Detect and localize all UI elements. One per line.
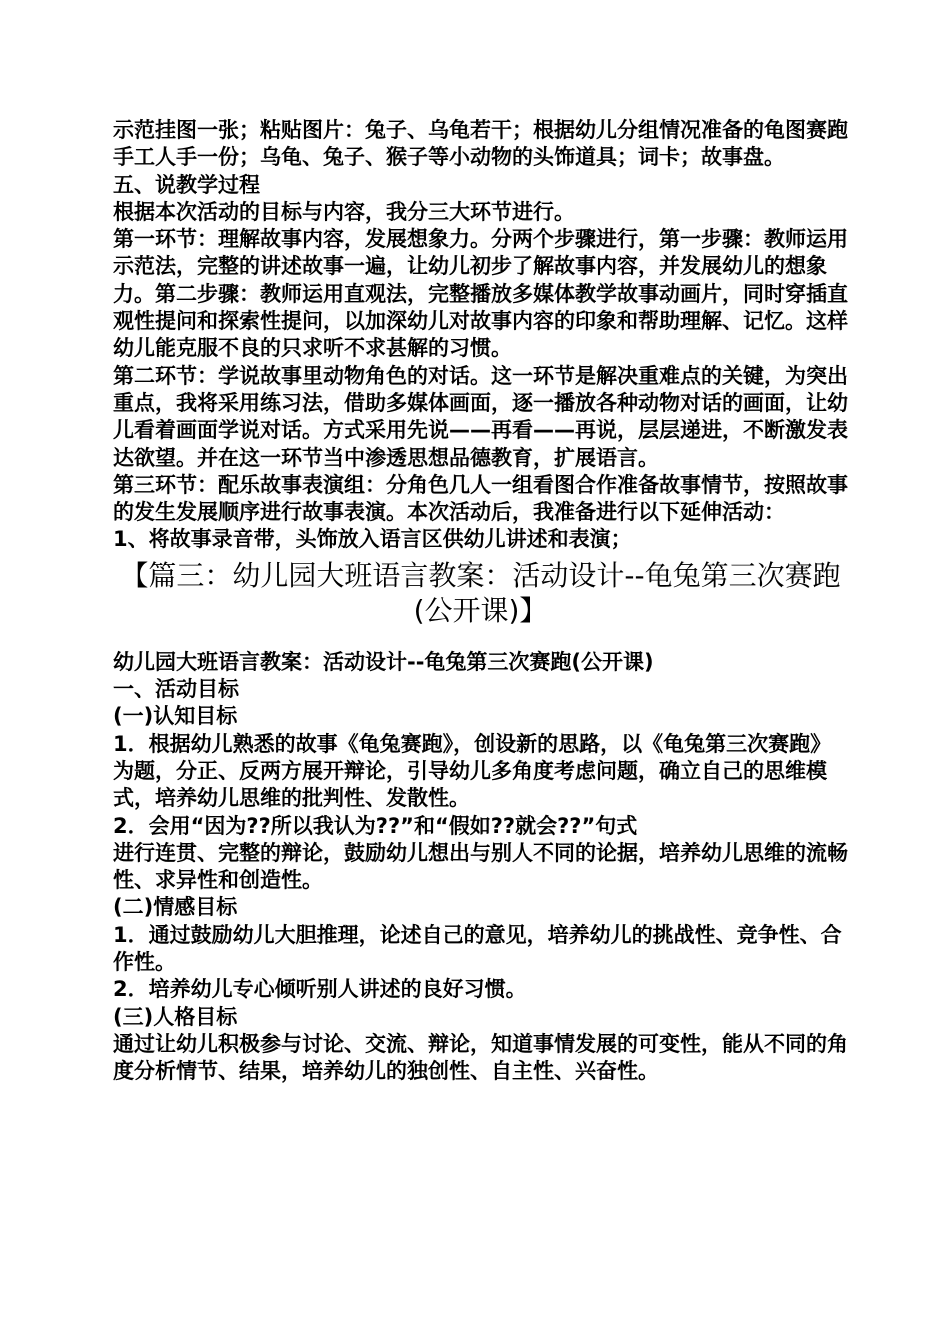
heading-activity-goals: 一、活动目标 [113,677,239,702]
extension-activity-item: 1、将故事录音带，头饰放入语言区供幼儿讲述和表演； [113,527,632,552]
stage-one-paragraph: 第一环节：理解故事内容，发展想象力。分两个步骤进行，第一步骤：教师运用示范法，完整的讲述故事一遍，让幼儿初步了解故事内容，并发展幼儿的想象力。第二步骤：教师运用直观法，完整播放多媒体教学故事动画片，同时穿插直观性提问和探索性提问，以加深幼儿对故事内容的印象和帮助理解、记忆。这样幼儿能克服不良的只求听不求甚解的习惯。 [113,227,848,361]
intro-paragraph: 根据本次活动的目标与内容，我分三大环节进行。 [113,199,575,224]
stage-two-paragraph: 第二环节：学说故事里动物角色的对话。这一环节是解决重难点的关键，为突出重点，我将采用练习法，借助多媒体画面，逐一播放各种动物对话的画面，让幼儿看着画面学说对话。方式采用先说——再看——再说，层层递进，不断激发表达欲望。并在这一环节当中渗透思想品德教育，扩展语言。 [113,363,848,470]
spacer [113,628,848,649]
heading-personality-goals: (三)人格目标 [113,1004,238,1029]
emotional-goal-1: 1．通过鼓励幼儿大胆推理，论述自己的意见，培养幼儿的挑战性、竞争性、合作性。 [113,922,842,975]
lesson-title: 幼儿园大班语言教案：活动设计--龟兔第三次赛跑(公开课) [113,649,654,674]
section-title: 【篇三：幼儿园大班语言教案：活动设计--龟兔第三次赛跑(公开课)】 [120,558,841,627]
stage-three-paragraph: 第三环节：配乐故事表演组：分角色几人一组看图合作准备故事情节，按照故事的发生发展顺序进行故事表演。本次活动后，我准备进行以下延伸活动： [113,472,848,525]
cognitive-goal-2: 2．会用“因为??所以我认为??”和“假如??就会??”句式 [113,813,638,838]
cognitive-goal-1: 1．根据幼儿熟悉的故事《龟兔赛跑》，创设新的思路，以《龟兔第三次赛跑》为题，分正、反两方展开辩论，引导幼儿多角度考虑问题，确立自己的思维模式，培养幼儿思维的批判性、发散性。 [113,731,832,811]
section-heading-teaching-process: 五、说教学过程 [113,172,260,197]
personality-goal: 通过让幼儿积极参与讨论、交流、辩论，知道事情发展的可变性，能从不同的角度分析情节、结果，培养幼儿的独创性、自主性、兴奋性。 [113,1031,848,1084]
emotional-goal-2: 2．培养幼儿专心倾听别人讲述的良好习惯。 [113,977,527,1002]
heading-cognitive-goals: (一)认知目标 [113,704,238,729]
materials-paragraph: 示范挂图一张；粘贴图片：兔子、乌龟若干；根据幼儿分组情况准备的龟图赛跑手工人手一份；乌龟、兔子、猴子等小动物的头饰道具；词卡；故事盘。 [113,118,848,170]
document-body [113,117,848,1086]
heading-emotional-goals: (二)情感目标 [113,895,238,920]
cognitive-goal-2-continued: 进行连贯、完整的辩论，鼓励幼儿想出与别人不同的论据，培养幼儿思维的流畅性、求异性和创造性。 [113,840,848,893]
